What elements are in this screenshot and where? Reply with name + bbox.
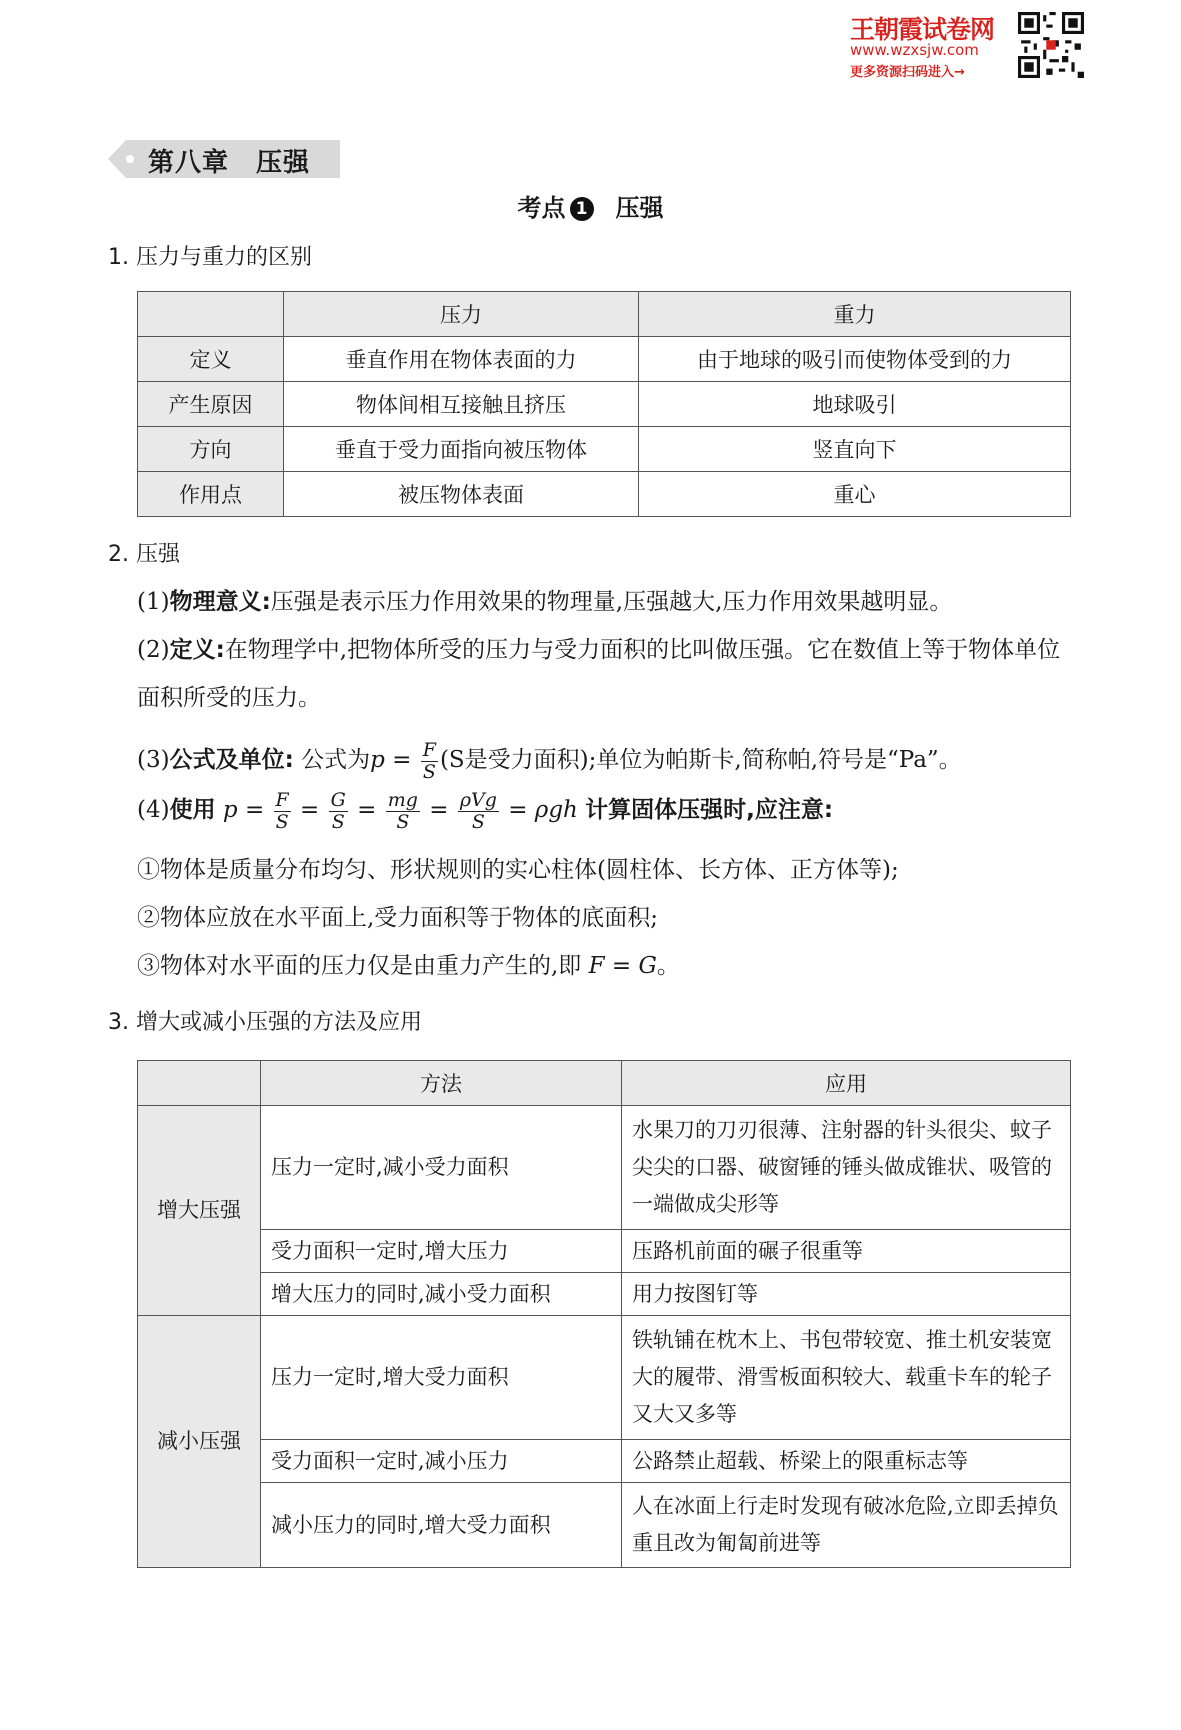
table-cell: 用力按图钉等	[622, 1273, 1071, 1316]
text-definition: 在物理学中,把物体所受的压力与受力面积的比叫做压强。它在数值上等于物体单位面积所受的压力。	[137, 637, 1061, 711]
table-header-cell: 应用	[622, 1061, 1071, 1106]
section-title	[0, 188, 1181, 223]
table-header-cell: 重力	[639, 292, 1071, 337]
text-formula-b: (S是受力面积);单位为帕斯卡,简称帕,符号是“Pa”。	[439, 747, 962, 773]
label-formula: 公式及单位:	[169, 747, 294, 773]
table-cell: 人在冰面上行走时发现有破冰危险,立即丢掉负重且改为匍匐前进等	[622, 1483, 1071, 1568]
table-row	[138, 337, 1071, 382]
row-header: 定义	[138, 337, 284, 382]
table-cell: 被压物体表面	[284, 472, 639, 517]
paragraph-formula: (3)公式及单位: 公式为p = $\frac{F}{S}$ (S是受力面积);单位为帕斯卡,简称帕,符号是“Pa”。	[137, 738, 962, 783]
table-row	[138, 1106, 1071, 1230]
paragraph-usage: (4)使用 p = $\frac{F}{S}$ = $\frac{G}{S}$ = $\frac{mg}{S}$ = $\frac{\text{ρVg}}{S}$ = ρgh 计算固体压强时,应注意:	[137, 788, 834, 833]
table-row	[138, 382, 1071, 427]
table-header-row	[138, 292, 1071, 337]
table-row	[138, 1316, 1071, 1440]
table-cell: 由于地球的吸引而使物体受到的力	[639, 337, 1071, 382]
label-meaning: 物理意义:	[169, 589, 271, 615]
qr-code-icon	[1018, 12, 1084, 78]
formula-fraction: $\frac{F}{S}$	[275, 788, 289, 833]
table-row	[138, 427, 1071, 472]
list-item: ③物体对水平面的压力仅是由重力产生的,即 F = G。	[137, 953, 680, 979]
table-row	[138, 1230, 1071, 1273]
kaodian-number-badge: 1	[570, 197, 594, 221]
paragraph-definition: (2)定义:在物理学中,把物体所受的压力与受力面积的比叫做压强。它在数值上等于物体单位面积所受的压力。	[137, 637, 1061, 711]
table-cell: 垂直于受力面指向被压物体	[284, 427, 639, 472]
table-row	[138, 472, 1071, 517]
formula-fraction: $\frac{\text{ρVg}}{S}$	[459, 788, 497, 833]
heading-1: 1. 压力与重力的区别	[108, 245, 312, 270]
row-header: 产生原因	[138, 382, 284, 427]
table-cell: 水果刀的刀刃很薄、注射器的针头很尖、蚊子尖尖的口器、破窗锤的锤头做成锥状、吸管的一端做成尖形等	[622, 1106, 1071, 1230]
table-header-cell: 方法	[261, 1061, 622, 1106]
text-usage-tail: 计算固体压强时,应注意:	[585, 797, 834, 823]
heading-3: 3. 增大或减小压强的方法及应用	[108, 1010, 422, 1035]
table-cell: 压力一定时,减小受力面积	[261, 1106, 622, 1230]
table-cell: 压路机前面的碾子很重等	[622, 1230, 1071, 1273]
label-usage: 使用	[169, 797, 216, 823]
table-cell: 受力面积一定时,减小压力	[261, 1440, 622, 1483]
table-cell: 竖直向下	[639, 427, 1071, 472]
brand-name: 王朝霞试卷网	[850, 15, 995, 44]
label-definition: 定义:	[169, 637, 225, 663]
list-item: ①物体是质量分布均匀、形状规则的实心柱体(圆柱体、长方体、正方体等);	[137, 857, 899, 883]
table-header-cell: 压力	[284, 292, 639, 337]
brand-logo	[850, 10, 1090, 82]
table-cell: 物体间相互接触且挤压	[284, 382, 639, 427]
heading-2: 2. 压强	[108, 542, 180, 567]
group-header: 减小压强	[138, 1316, 261, 1568]
brand-url: www.wzxsjw.com	[850, 41, 979, 59]
table-cell: 受力面积一定时,增大压力	[261, 1230, 622, 1273]
table-row	[138, 1483, 1071, 1568]
table-header-row	[138, 1061, 1071, 1106]
kaodian-title: 压强	[615, 194, 664, 222]
formula-fraction: $\frac{mg}{S}$	[387, 788, 418, 833]
table-header-cell	[138, 292, 284, 337]
table-cell: 压力一定时,增大受力面积	[261, 1316, 622, 1440]
table-cell: 铁轨铺在枕木上、书包带较宽、推土机安装宽大的履带、滑雪板面积较大、载重卡车的轮子又大又多等	[622, 1316, 1071, 1440]
table-row	[138, 1440, 1071, 1483]
text-meaning: 压强是表示压力作用效果的物理量,压强越大,压力作用效果越明显。	[270, 589, 953, 615]
table-header-cell	[138, 1061, 261, 1106]
chapter-title: 第八章 压强	[148, 148, 311, 178]
list-item: ②物体应放在水平面上,受力面积等于物体的底面积;	[137, 905, 659, 931]
methods-table	[137, 1060, 1071, 1568]
table-cell: 地球吸引	[639, 382, 1071, 427]
chapter-tab	[108, 138, 340, 180]
row-header: 方向	[138, 427, 284, 472]
table-cell: 重心	[639, 472, 1071, 517]
table-cell: 减小压力的同时,增大受力面积	[261, 1483, 622, 1568]
table-cell: 增大压力的同时,减小受力面积	[261, 1273, 622, 1316]
text-formula-a: 公式为	[301, 747, 371, 773]
row-header: 作用点	[138, 472, 284, 517]
formula-fraction: $\frac{G}{S}$	[330, 788, 346, 833]
group-header: 增大压强	[138, 1106, 261, 1316]
kaodian-prefix: 考点	[517, 194, 566, 222]
paragraph-meaning: (1)物理意义:压强是表示压力作用效果的物理量,压强越大,压力作用效果越明显。	[137, 589, 953, 615]
comparison-table	[137, 291, 1071, 517]
formula-fraction: $\frac{F}{S}$	[422, 738, 436, 783]
table-cell: 公路禁止超载、桥梁上的限重标志等	[622, 1440, 1071, 1483]
table-row	[138, 1273, 1071, 1316]
table-cell: 垂直作用在物体表面的力	[284, 337, 639, 382]
brand-more: 更多资源扫码进入→	[850, 65, 965, 80]
list-item-text: ③物体对水平面的压力仅是由重力产生的,即	[137, 953, 582, 979]
